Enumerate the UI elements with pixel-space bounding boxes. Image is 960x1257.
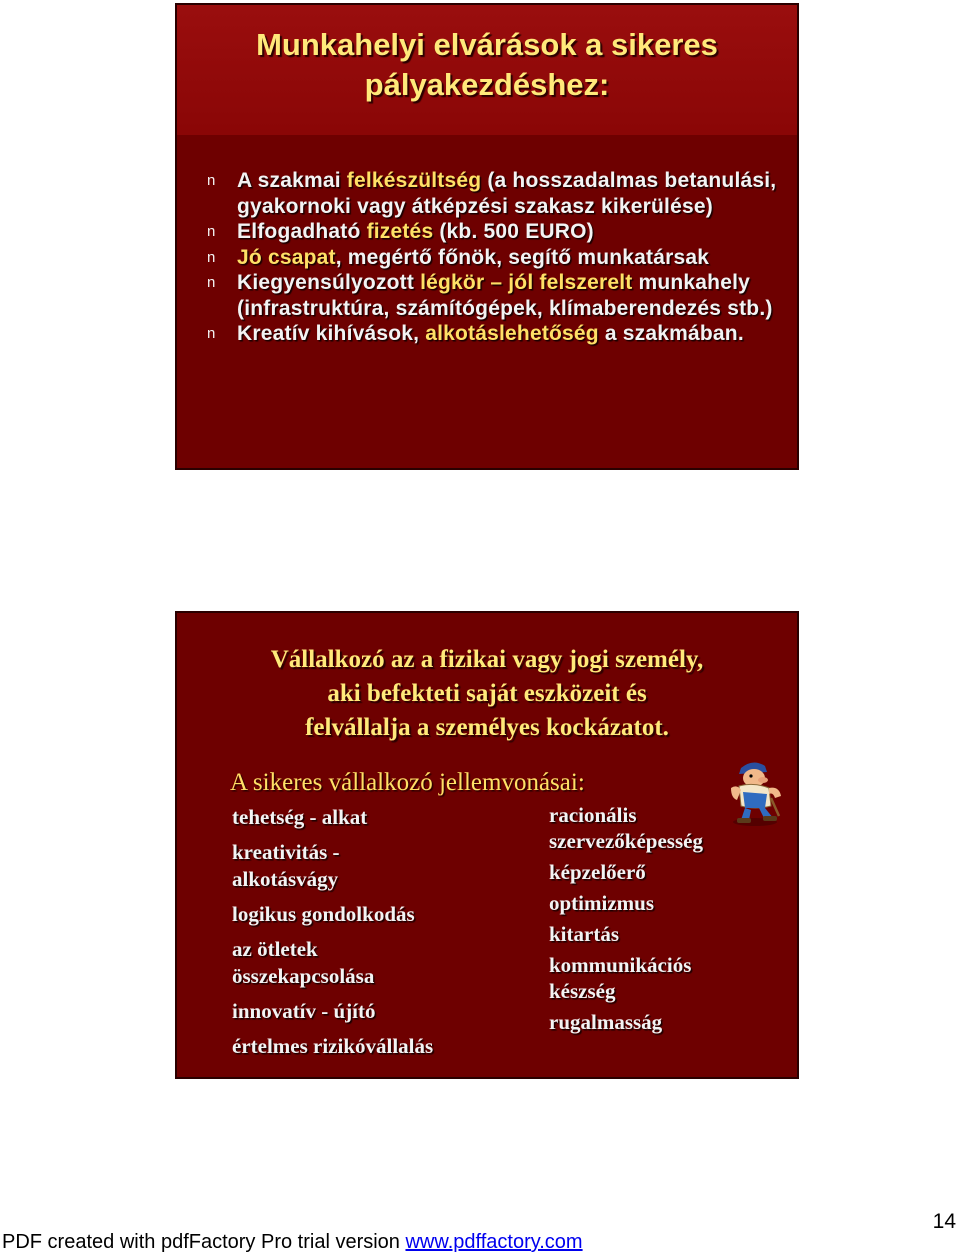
list-item: képzelőerő <box>549 860 646 884</box>
expectations-list <box>207 168 787 347</box>
bullet-glyph: n <box>207 248 216 266</box>
bullet-glyph: n <box>207 274 216 291</box>
list-item: logikus gondolkodás <box>232 902 415 926</box>
slide-entrepreneur <box>175 611 799 1079</box>
slide-workplace-expectations <box>175 3 799 470</box>
list-item: racionális szervezőképesség <box>549 803 703 853</box>
slide-title: Munkahelyi elvárások a sikeres pályakezdéshez: <box>256 27 718 102</box>
traits-subtitle: A sikeres vállalkozó jellemvonásai: <box>230 769 585 796</box>
list-item: n Jó csapat, megértő főnök, segítő munkatársak <box>207 245 710 269</box>
bullet-glyph: n <box>207 223 216 240</box>
entrepreneur-definition: Vállalkozó az a fizikai vagy jogi személy, aki befekteti saját eszközeit és felvállalja a személyes kockázatot. <box>270 646 704 741</box>
list-item: rugalmasság <box>549 1010 663 1034</box>
traits-right-column <box>549 802 779 1040</box>
traits-left-column <box>232 804 482 1068</box>
list-item: n Kreatív kihívások, alkotáslehetőség a szakmában. <box>207 322 744 345</box>
list-item: értelmes rizikóvállalás <box>232 1034 434 1058</box>
list-item: n Elfogadható fizetés (kb. 500 EURO) <box>207 220 594 243</box>
page-number: 14 <box>932 1210 956 1233</box>
footer-text: PDF created with pdfFactory Pro trial version <box>2 1231 406 1253</box>
list-item: az ötletek összekapcsolása <box>232 937 375 988</box>
list-item: tehetség - alkat <box>232 805 368 829</box>
list-item: n Kiegyensúlyozott légkör – jól felszerelt munkahely (infrastruktúra, számítógépek, klímaberendezés stb.) <box>207 271 773 320</box>
list-item: kitartás <box>549 922 619 946</box>
pdf-footer <box>2 1231 583 1254</box>
bullet-glyph: n <box>207 325 216 342</box>
footer-link[interactable]: www.pdffactory.com <box>405 1231 583 1253</box>
list-item: optimizmus <box>549 891 654 915</box>
list-item: n A szakmai felkészültség (a hosszadalmas betanulási, gyakornoki vagy átképzési szakasz kikerülése) <box>207 169 777 218</box>
list-item: kreativitás - alkotásvágy <box>232 840 340 891</box>
list-item: kommunikációs készség <box>549 953 692 1003</box>
bullet-glyph: n <box>207 172 216 189</box>
list-item: innovatív - újító <box>232 999 376 1023</box>
